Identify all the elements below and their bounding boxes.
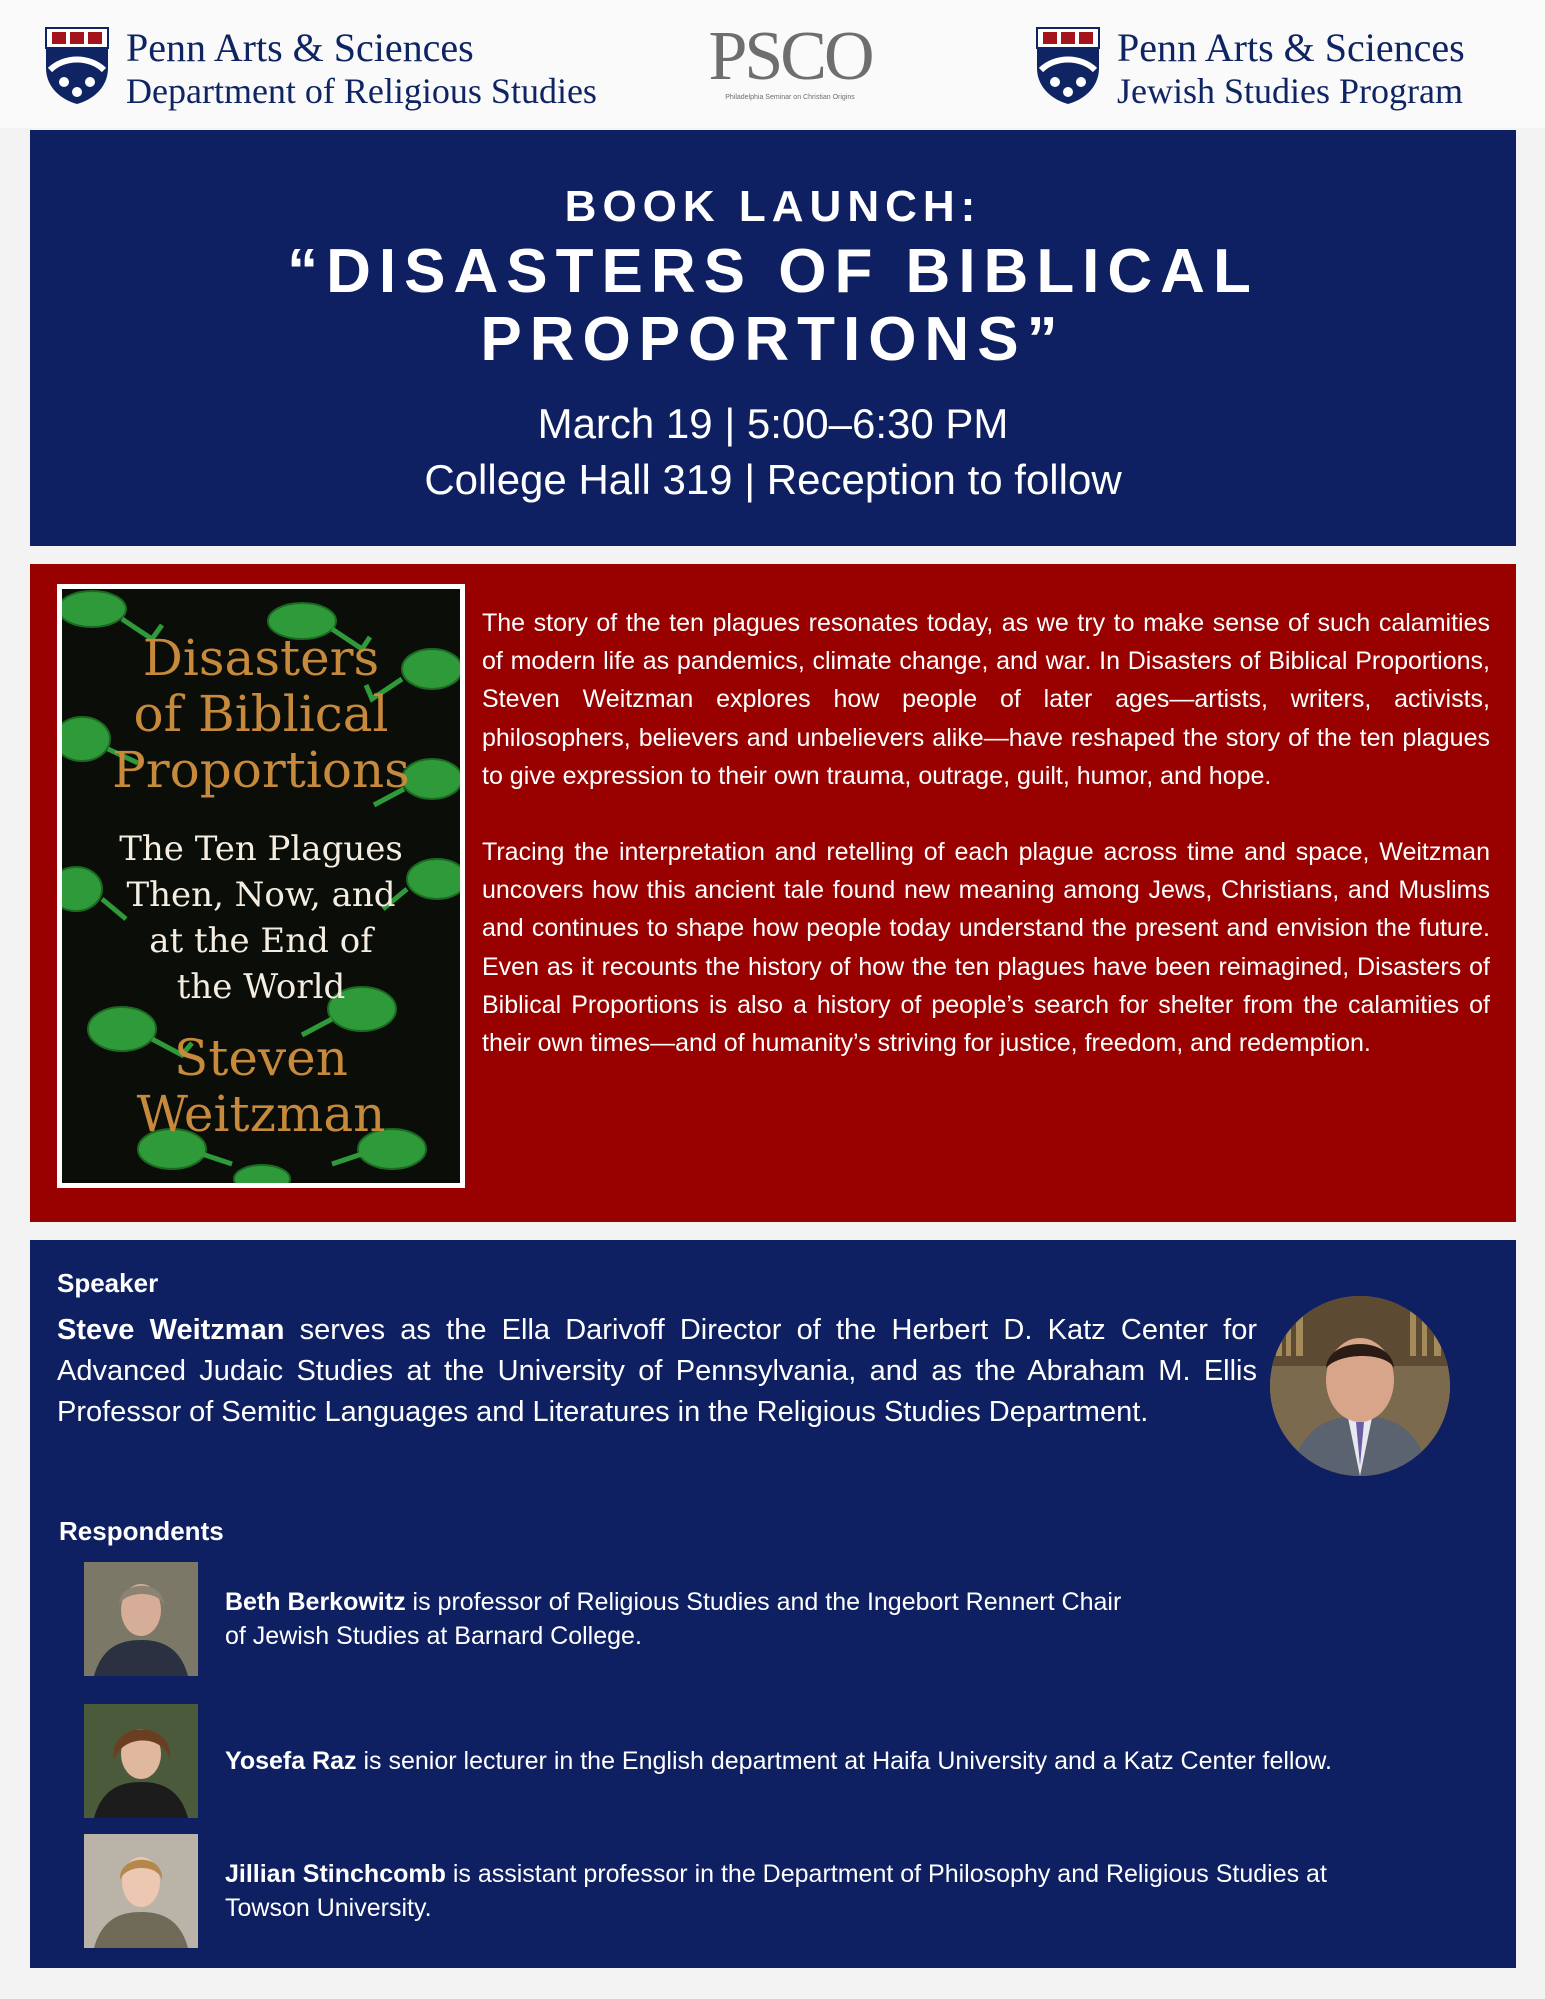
header: [0, 0, 1545, 128]
event-title-line1: “DISASTERS OF BIBLICAL: [287, 237, 1259, 306]
psco-subtitle: Philadelphia Seminar on Christian Origins: [725, 94, 855, 101]
book-panel: [30, 564, 1516, 1222]
logo-line2: Department of Religious Studies: [126, 70, 597, 111]
logo-line1: Penn Arts & Sciences: [1117, 25, 1465, 70]
respondent-name: Yosefa Raz: [225, 1747, 357, 1775]
description-paragraph: The story of the ten plagues resonates today, as we try to make sense of such calamities of modern life as pandemics, climate change, and war. In Disasters of Biblical Proportions, Steven Weitzman explores how people of later ages—artists, writers, activists, philosophers, believers and unbelievers alike—have reshaped the story of the ten plagues to give expression to their own trauma, outrage, guilt, humor, and hope.: [482, 609, 1490, 790]
respondent-name: Beth Berkowitz: [225, 1588, 406, 1616]
psco-abbr: PSCO: [708, 18, 872, 95]
penn-religious-studies-logo: [44, 26, 597, 111]
cover-author-2: Weitzman: [136, 1085, 386, 1143]
logo-line1: Penn Arts & Sciences: [126, 25, 474, 70]
respondent-row: [84, 1704, 1332, 1818]
event-venue: College Hall 319 | Reception to follow: [424, 456, 1122, 503]
respondent-avatar: [84, 1704, 198, 1818]
respondents-heading: Respondents: [59, 1516, 224, 1546]
penn-shield-icon: [44, 26, 110, 106]
cover-subtitle-4: the World: [176, 967, 346, 1007]
speaker-heading: Speaker: [57, 1268, 159, 1298]
logo-line2: Jewish Studies Program: [1117, 70, 1463, 111]
respondent-row: [84, 1834, 1327, 1948]
cover-title-2: of Biblical: [133, 685, 389, 743]
respondent-bio-text: is senior lecturer in the English department at Haifa University and a Katz Center fellow.: [356, 1747, 1333, 1775]
description-paragraph: Tracing the interpretation and retelling of each plague across time and space, Weitzman uncovers how this ancient tale found new meaning among Jews, Christians, and Muslims and continues to shape how people today understand the present and envision the future. Even as it recounts the history of how the ten plagues have been reimagined, Disasters of Biblical Proportions is also a history of people’s search for shelter from the calamities of their own times—and of humanity’s striving for justice, freedom, and redemption.: [482, 838, 1490, 1058]
respondent-bio-text-2: of Jewish Studies at Barnard College.: [225, 1622, 642, 1650]
speaker-avatar: [1270, 1296, 1450, 1476]
psco-logo: [700, 18, 880, 101]
cover-title-3: Proportions: [112, 741, 410, 799]
speakers-panel: [30, 1240, 1516, 1968]
event-title-line2: PROPORTIONS”: [480, 305, 1066, 375]
book-description: [482, 604, 1490, 1062]
respondent-bio-text: is assistant professor in the Department of Philosophy and Religious Studies at: [445, 1860, 1327, 1888]
respondent-avatar: [84, 1562, 198, 1676]
speaker-bio-text: serves as the Ella Darivoff Director of the Herbert D. Katz Center for Advanced Judaic Studies at the University of Pennsylvania, and as the Abraham M. Ellis Professor of Semitic Languages and Literatures in the Religious Studies Department.: [57, 1314, 1257, 1428]
book-cover: [57, 584, 465, 1188]
event-kicker: BOOK LAUNCH:: [564, 182, 982, 231]
cover-subtitle-3: at the End of: [149, 921, 373, 961]
respondent-bio-text-2: Towson University.: [225, 1894, 432, 1922]
speaker-bio: [57, 1310, 1257, 1433]
event-datetime: March 19 | 5:00–6:30 PM: [537, 400, 1009, 447]
cover-author-1: Steven: [174, 1029, 348, 1087]
event-title: [30, 238, 1516, 374]
cover-title-1: Disasters: [142, 629, 380, 687]
respondent-row: [84, 1562, 1121, 1676]
penn-jewish-studies-logo: [1035, 26, 1465, 111]
respondent-bio: [225, 1585, 1121, 1653]
cover-subtitle-2: Then, Now, and: [126, 875, 396, 915]
penn-shield-icon: [1035, 26, 1101, 106]
event-title-panel: [30, 130, 1516, 546]
speaker-name: Steve Weitzman: [57, 1314, 285, 1346]
respondent-bio-text: is professor of Religious Studies and the Ingebort Rennert Chair: [405, 1588, 1122, 1616]
cover-subtitle-1: The Ten Plagues: [119, 829, 403, 869]
respondent-bio: [225, 1857, 1327, 1925]
respondent-name: Jillian Stinchcomb: [225, 1860, 446, 1888]
respondent-bio: [225, 1744, 1332, 1778]
respondent-avatar: [84, 1834, 198, 1948]
